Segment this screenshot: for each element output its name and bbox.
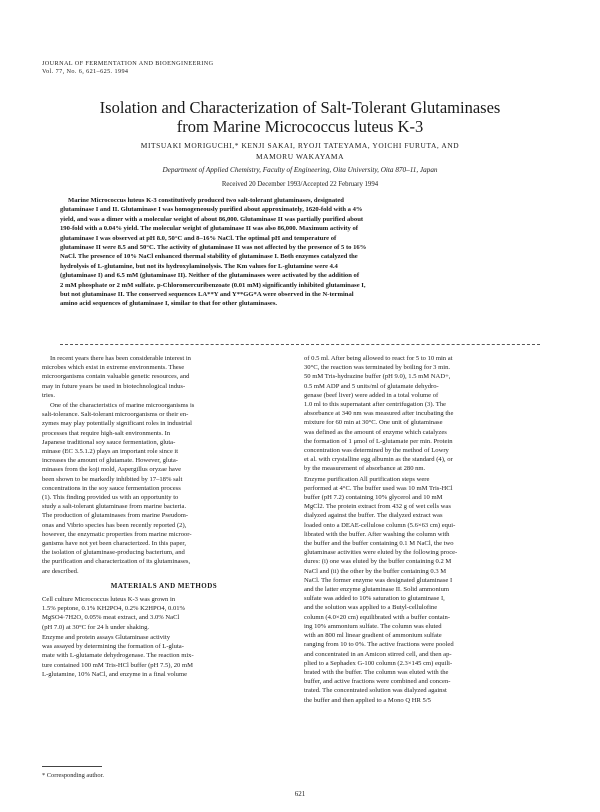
text-line: dures: (i) one was eluted by the buffer containing 0.2 M [304,558,452,566]
footnote-divider [42,766,102,767]
abstract-line: (glutaminase I) and 6.5 mM (glutaminase II). Neither of the glutaminases were activated by the addition of [60,272,360,280]
abstract-line: glutaminase I and II. Glutaminase I was homogeneously purified about approximately, 1620-fold with a 4% [60,206,363,214]
text-line: column (4.0×20 cm) equilibrated with a buffer contain- [304,613,451,621]
authors-line-2: MAMORU WAKAYAMA [255,152,345,161]
text-line: NaCl and (ii) the other by the buffer containing 0.3 M [304,567,447,575]
text-line: mixture for 60 min at 30°C. One unit of glutaminase [304,419,443,427]
text-line: absorbance at 340 nm was measured after incubating the [304,410,454,418]
text-line: MgSO4·7H2O, 0.05% meat extract, and 3.0% NaCl [42,614,180,622]
text-line: the buffer and then applied to a Mono Q HR 5/5 [304,696,431,704]
text-line: sulfate was added to 10% saturation to glutaminase I, [304,595,445,603]
text-line: concentration was determined by the method of Lowry [304,447,449,455]
title-line-1: Isolation and Characterization of Salt-Tolerant Glutaminases [99,98,501,117]
page-number: 621 [294,790,306,798]
text-line: study a salt-tolerant glutaminase from marine bacteria. [42,503,187,511]
author-list [40,140,560,162]
text-line: plied to a Sephadex G-100 column (2.3×145 cm) equili- [304,659,453,667]
text-line: Enzyme purification All purification steps were [304,475,430,483]
abstract-line: hydrolysis of L-glutamine, but not its hydroxylaminolysis. The Km values for L-glutamine were 4.4 [60,262,338,270]
methods-heading: MATERIALS AND METHODS [110,581,218,590]
text-line: minases from the koji mold, Aspergillus oryzae have [42,466,182,474]
text-line: are described. [42,567,79,575]
text-line: processes that require high-salt environments. In [42,429,171,437]
abstract [60,196,540,309]
text-line: In recent years there has been considerable interest in [50,355,191,362]
paper-title [40,98,560,136]
text-line: was assayed by determining the formation of L-gluta- [42,643,184,651]
text-line: brated with the buffer. The column was eluted with the [304,668,449,676]
text-line: concentrations in the soy sauce fermentation process [42,484,181,492]
text-line: performed at 4°C. The buffer used was 10 mM Tris-HCl [304,484,453,492]
text-line: onas and Vibrio species has been recently reported (2), [42,521,187,529]
right-column [304,354,548,706]
left-column [42,354,286,680]
enzyme-assay-paragraph [42,633,286,679]
title-line-2: from Marine Micrococcus luteus K-3 [176,117,424,136]
text-line: NaCl. The former enzyme was designated glutaminase I [304,576,453,584]
text-line: dialyzed against the buffer. The dialyzed extract was [304,512,443,520]
abstract-line: 2 mM phosphate or 2 mM sulfate. p-Chloromercuribenzoate (0.01 mM) significantly inhibited glutaminase I, [60,281,366,289]
text-line: may in future years be used in biotechnological indus- [42,382,186,390]
text-line: 0.5 mM ADP and 5 units/ml of glutamate dehydro- [304,382,439,390]
abstract-line: yield, and was a dimer with a molecular weight of about 86,000. Glutaminase II was partially purified about [60,215,364,223]
affiliation: Department of Applied Chemistry, Faculty of Engineering, Oita University, Oita 870–11, Japan [162,166,438,174]
text-line: librated with the buffer. After washing the column with [304,530,450,538]
abstract-line: Marine Micrococcus luteus K-3 constitutively produced two salt-tolerant glutaminases, designated [68,197,344,204]
text-line: and the latter enzyme glutaminase II. Solid ammonium [304,586,450,594]
text-line: increases the amount of glutamate. However, gluta- [42,457,178,465]
text-line: ing 10% ammonium sulfate. The column was eluted [304,622,442,630]
text-line: by the measurement of absorbance at 280 nm. [304,465,426,473]
text-line: 50 mM Tris-hydrazine buffer (pH 9.0), 1.5 mM NAD+, [304,373,451,381]
journal-name: JOURNAL OF FERMENTATION AND BIOENGINEERING [42,60,214,67]
journal-volume: Vol. 77, No. 6, 621–625. 1994 [42,68,129,75]
text-line: Cell culture Micrococcus luteus K-3 was grown in [42,596,176,604]
authors-line-1: MITSUAKI MORIGUCHI,* KENJI SAKAI, RYOJI TATEYAMA, YOICHI FURUTA, AND [140,141,460,150]
text-line: The production of glutaminases from marine Pseudom- [42,512,189,520]
text-line: L-glutamine, 10% NaCl, and enzyme in a final volume [42,670,188,678]
text-line: tries. [42,391,56,399]
text-line: One of the characteristics of marine microorganisms is [50,402,195,410]
text-line: genase (beef liver) were added in a total volume of [304,391,439,399]
text-line: 30°C, the reaction was terminated by boiling for 3 min. [304,364,451,372]
text-line: of 0.5 ml. After being allowed to react for 5 to 10 min at [304,355,453,362]
text-line: the buffer and the buffer containing 0.1 M NaCl, the two [304,540,454,548]
text-line: salt-tolerance. Salt-tolerant microorganisms or their en- [42,411,189,419]
text-line: MgCl2. The protein extract from 432 g of wet cells was [304,503,451,511]
text-line: and the solution was applied to a Butyl-cellulofine [304,604,438,612]
cell-culture-paragraph [42,595,286,632]
text-line: ganisms have not yet been characterized. In this paper, [42,540,187,548]
assay-continued-paragraph [304,354,548,474]
intro-paragraph-2 [42,401,286,576]
text-line: microorganisms contain valuable genetic resources, and [42,373,190,381]
abstract-line: glutaminase II were 8.5 and 50°C. The activity of glutaminase II was not affected by the presence of 5 to 16% [60,244,367,252]
text-line: et al. with crystalline egg albumin as the standard (4), or [304,456,453,464]
abstract-divider [60,344,540,345]
text-line: trated. The concentrated solution was dialyzed against [304,687,447,695]
purification-paragraph [304,475,548,705]
text-line: Enzyme and protein assays Glutaminase activity [42,633,170,641]
text-line: 1.5% peptone, 0.1% KH2PO4, 0.2% K2HPO4, 0.01% [42,605,186,613]
text-line: buffer (pH 7.2) containing 10% glycerol and 10 mM [304,494,443,502]
text-line: ranging from 10 to 0%. The active fractions were pooled [304,641,454,649]
text-line: 1.0 ml to this supernatant after centrifugation (3). The [304,401,446,409]
abstract-line: amino acid sequences of glutaminase I, similar to that for other glutaminases. [60,300,278,308]
text-line: loaded onto a DEAE-cellulose column (5.6×63 cm) equi- [304,521,456,529]
text-line: the isolation of glutaminase-producing bacterium, and [42,549,185,557]
text-line: (1). This finding provided us with an opportunity to [42,494,179,502]
journal-header [42,60,213,76]
text-line: mate with L-glutamate dehydrogenase. The reaction mix- [42,652,194,660]
text-line: and concentrated in an Amicon stirred cell, and then ap- [304,650,452,658]
text-line: (pH 7.0) at 30°C for 24 h under shaking. [42,623,150,631]
abstract-line: glutaminase I was observed at pH 8.0, 50°C and 8–16% NaCl. The optimal pH and temperature of [60,234,337,242]
abstract-line: NaCl. The presence of 10% NaCl enhanced thermal stability of glutaminase I. Both enzymes catalyzed the [60,253,358,261]
footnote: * Corresponding author. [42,772,104,779]
text-line: zymes may play potentially significant roles in industrial [42,420,192,428]
text-line: microbes which exist in extreme environments. These [42,364,185,372]
text-line: the formation of 1 μmol of L-glutamate per min. Protein [304,437,453,445]
text-line: glutaminase activities were eluted by the following proce- [304,549,458,557]
text-line: ture contained 100 mM Tris-HCl buffer (pH 7.5), 20 mM [42,661,193,669]
text-line: was defined as the amount of enzyme which catalyzes [304,428,447,436]
text-line: minase (EC 3.5.1.2) plays an important role since it [42,448,179,456]
abstract-line: 190-fold with a 0.04% yield. The molecular weight of glutaminase II was also 86,000. Maximum activity of [60,225,358,233]
abstract-line: but not glutaminase II. The conserved sequences LA**Y and Y**GG*A were observed in the N-terminal [60,291,354,299]
text-line: however, the enzymatic properties from marine microor- [42,530,192,538]
received-dates: Received 20 December 1993/Accepted 22 February 1994 [221,181,379,188]
intro-paragraph-1 [42,354,286,400]
text-line: the purification and characterization of its glutaminases, [42,558,191,566]
text-line: been shown to be markedly inhibited by 17–18% salt [42,475,183,483]
text-line: buffer, and active fractions were combined and concen- [304,678,451,686]
text-line: Japanese traditional soy sauce fermentation, gluta- [42,438,176,446]
text-line: with an 800 ml linear gradient of ammonium sulfate [304,632,442,640]
